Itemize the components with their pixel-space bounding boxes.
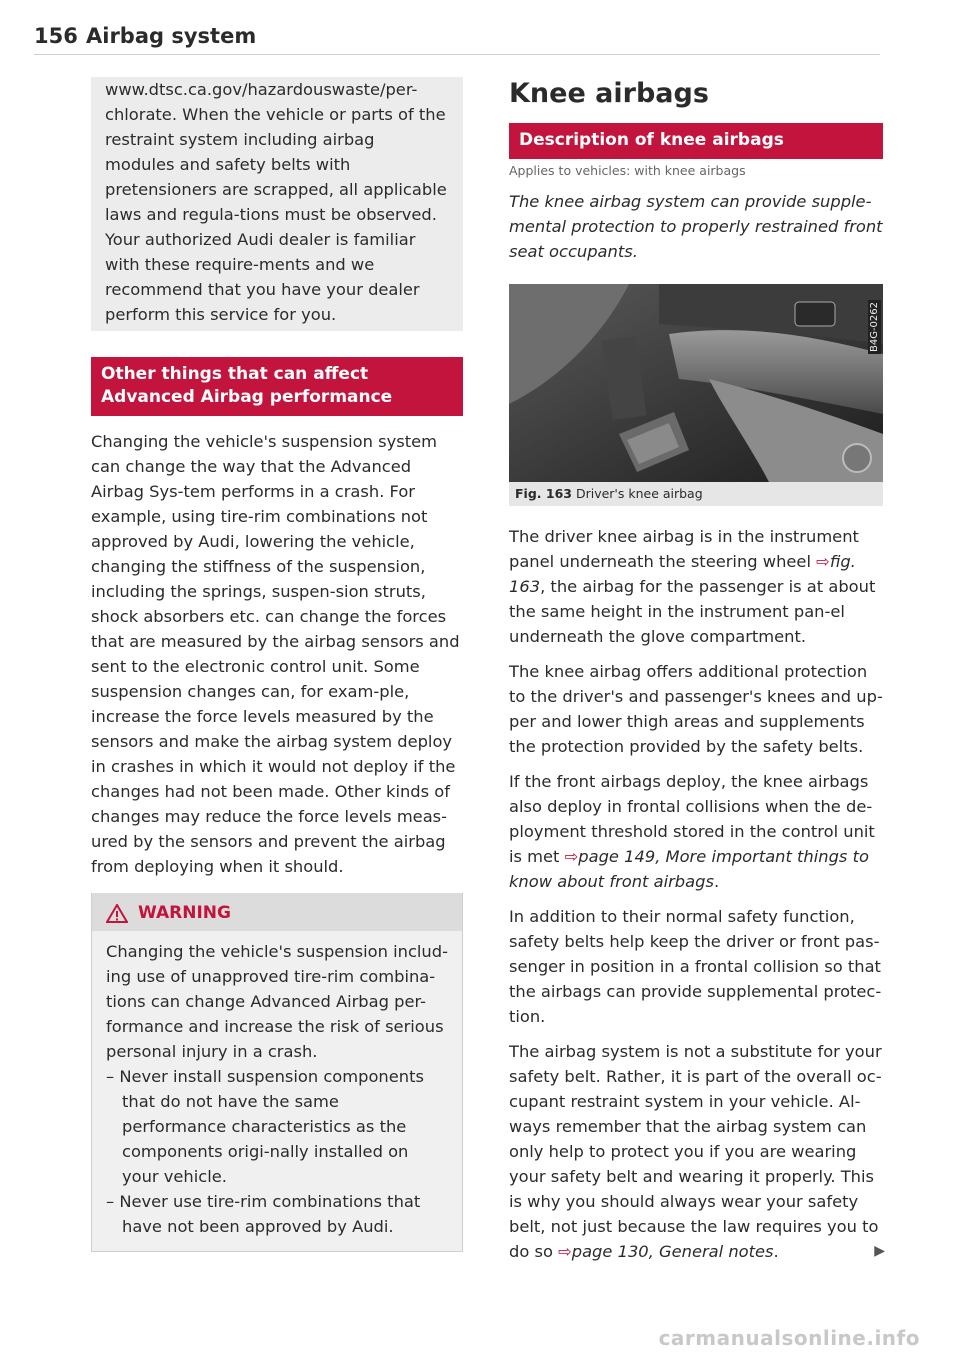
intro-text: The knee airbag system can provide supple-mental protection to properly restrained front seat occupants. — [509, 192, 883, 261]
figure-163 — [509, 284, 883, 506]
warning-bullet: – Never use tire-rim combinations that have not been approved by Audi. — [106, 1192, 421, 1236]
disposal-note — [91, 77, 463, 331]
warning-body — [92, 931, 462, 1251]
continue-arrow-icon: ▶ — [874, 1243, 885, 1259]
section-title: Airbag system — [86, 24, 257, 48]
knee-location-text: The driver knee airbag is in the instrument panel underneath the steering wheel ⇨fig. 163, the airbag for the passenger is at about the same height in the instrument pan-el underneath the glove compartment. — [509, 527, 876, 646]
section-heading-suspension: Other things that can affect Advanced Airbag performance — [91, 357, 463, 416]
page-number: 156 — [34, 24, 78, 48]
ref-arrow-icon: ⇨ — [816, 552, 830, 571]
figure-code: B4G-0262 — [869, 302, 880, 353]
knee-airbag-illustration — [509, 284, 883, 482]
page-title: Knee airbags — [509, 78, 709, 109]
ref-arrow-icon: ⇨ — [564, 847, 579, 866]
page-reference-149[interactable]: page 149, More important things to know about front airbags — [509, 847, 869, 891]
figure-label: Fig. 163 — [515, 486, 572, 501]
section-heading-knee: Description of knee airbags — [509, 123, 883, 159]
belt-function-text: In addition to their normal safety function, safety belts help keep the driver or front pas-senger in position in a frontal collision so that the airbags can provide supplemental protec-tion. — [509, 907, 882, 1026]
knee-airbag-photo — [509, 284, 883, 482]
suspension-body-text: Changing the vehicle's suspension system can change the way that the Advanced Airbag Sys-tem performs in a crash. For example, using tire-rim combinations not approved by Audi, lowering the vehicle, changing the stiffness of the suspension, including the springs, suspen-sion struts, shock absorbers etc. can change the forces that are measured by the airbag sensors and sent to the electronic control unit. Some suspension changes can, for exam-ple, increase the force levels measured by the sensors and make the airbag system deploy in crashes in which it would not deploy if the changes had not been made. Other kinds of changes may reduce the force levels meas-ured by the sensors and prevent the airbag from deploying when it should. — [91, 432, 460, 876]
deploy-text: If the front airbags deploy, the knee airbags also deploy in frontal collisions when the de-ployment threshold stored in the control unit is met ⇨page 149, More important things to know about front airbags. — [509, 772, 875, 891]
protection-text: The knee airbag offers additional protection to the driver's and passenger's knees and up-per and lower thigh areas and supplements the protection provided by the safety belts. — [509, 662, 883, 756]
page-header — [34, 24, 880, 55]
page-reference-130[interactable]: page 130, General notes — [571, 1242, 774, 1261]
figure-reference[interactable]: fig. 163 — [509, 552, 856, 596]
figure-caption — [509, 482, 883, 506]
warning-list — [106, 1064, 448, 1239]
warning-box — [91, 893, 463, 1252]
warning-header — [92, 893, 462, 931]
right-column — [509, 77, 883, 1264]
warning-text: Changing the vehicle's suspension includ-ing use of unapproved tire-rim combina-tions can change Advanced Airbag per-formance and increase the risk of serious personal injury in a crash. — [106, 942, 448, 1061]
substitute-text: The airbag system is not a substitute for your safety belt. Rather, it is part of the overall oc-cupant restraint system in your vehicle. Al-ways remember that the airbag system can only help to protect you if you are wearing your safety belt and wearing it properly. This is why you should always wear your safety belt, not just because the law requires you to do so ⇨page 130, General notes. ▶ — [509, 1039, 883, 1264]
warning-bullet: – Never install suspension components that do not have the same performance characteristics as the components origi-nally installed on your vehicle. — [106, 1067, 424, 1186]
warning-title: WARNING — [138, 903, 231, 923]
watermark: carmanualsonline.info — [658, 1326, 920, 1350]
left-column — [91, 77, 463, 1252]
applies-note: Applies to vehicles: with knee airbags — [509, 163, 746, 178]
disposal-text: www.dtsc.ca.gov/hazardouswaste/per-chlorate. When the vehicle or parts of the restraint system including airbag modules and safety belts with pretensioners are scrapped, all applicable laws and regula-tions must be observed. Your authorized Audi dealer is familiar with these require-ments and we recommend that you have your dealer perform this service for you. — [105, 80, 447, 324]
ref-arrow-icon: ⇨ — [558, 1242, 572, 1261]
warning-triangle-icon — [106, 904, 128, 923]
figure-caption-text: Driver's knee airbag — [575, 486, 703, 501]
